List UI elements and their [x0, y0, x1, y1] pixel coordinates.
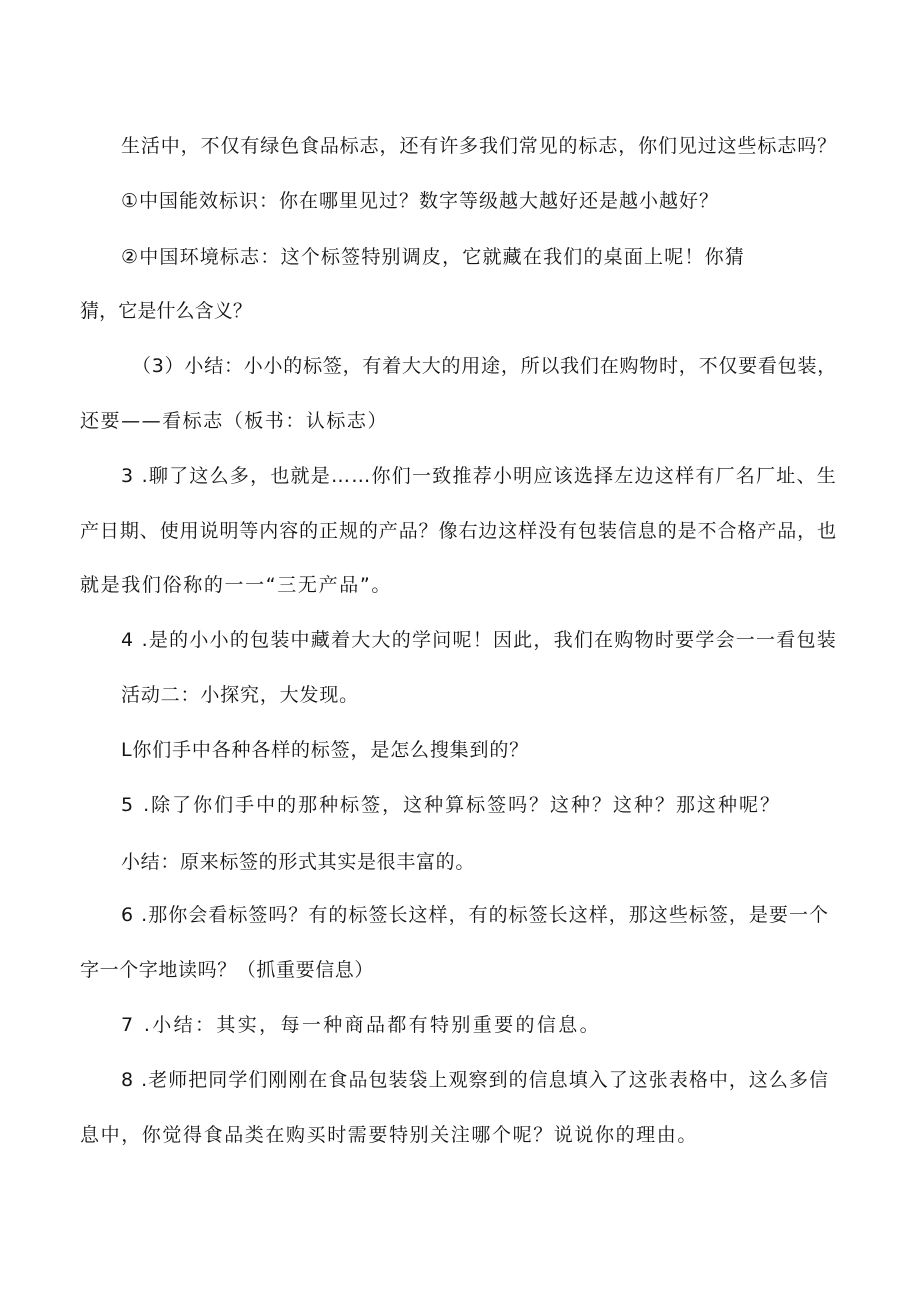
text-line: 活动二：小探究，大发现。 [121, 684, 359, 706]
text-line: 息中，你觉得食品类在购买时需要特别关注哪个呢？说说你的理由。 [80, 1124, 698, 1146]
text-line: 猜，它是什么含义？ [80, 300, 252, 322]
text-line: 3 .聊了这么多，也就是……你们一致推荐小明应该选择左边这样有厂名厂址、生 [121, 465, 837, 487]
text-line: 7 .小结：其实，每一种商品都有特别重要的信息。 [121, 1014, 601, 1036]
text-line: 生活中，不仅有绿色食品标志，还有许多我们常见的标志，你们见过这些标志吗？ [121, 135, 837, 157]
text-line: 产日期、使用说明等内容的正规的产品？像右边这样没有包装信息的是不合格产品，也 [80, 520, 837, 542]
text-line: ①中国能效标识：你在哪里见过？数字等级越大越好还是越小越好？ [121, 190, 719, 212]
text-line: L你们手中各种各样的标签，是怎么搜集到的？ [121, 739, 529, 761]
text-line: 6 .那你会看标签吗？有的标签长这样，有的标签长这样，那这些标签，是要一个 [121, 904, 829, 926]
text-line: 字一个字地读吗？（抓重要信息） [80, 959, 374, 981]
text-line: 小结：原来标签的形式其实是很丰富的。 [121, 851, 475, 873]
text-line: 还要——看标志（板书：认标志） [80, 410, 388, 432]
text-line: 8 .老师把同学们刚刚在食品包装袋上观察到的信息填入了这张表格中，这么多信 [121, 1069, 829, 1091]
text-line: ②中国环境标志：这个标签特别调皮，它就藏在我们的桌面上呢！你猜 [121, 246, 745, 268]
text-line: 就是我们俗称的一一“三无产品”。 [80, 574, 392, 596]
text-line: （3）小结：小小的标签，有着大大的用途，所以我们在购物时，不仅要看包装， [132, 355, 837, 377]
text-line: 5 .除了你们手中的那种标签，这种算标签吗？这种？这种？那这种呢？ [121, 794, 781, 816]
text-line: 4 .是的小小的包装中藏着大大的学问呢！因此，我们在购物时要学会一一看包装 [121, 629, 837, 651]
